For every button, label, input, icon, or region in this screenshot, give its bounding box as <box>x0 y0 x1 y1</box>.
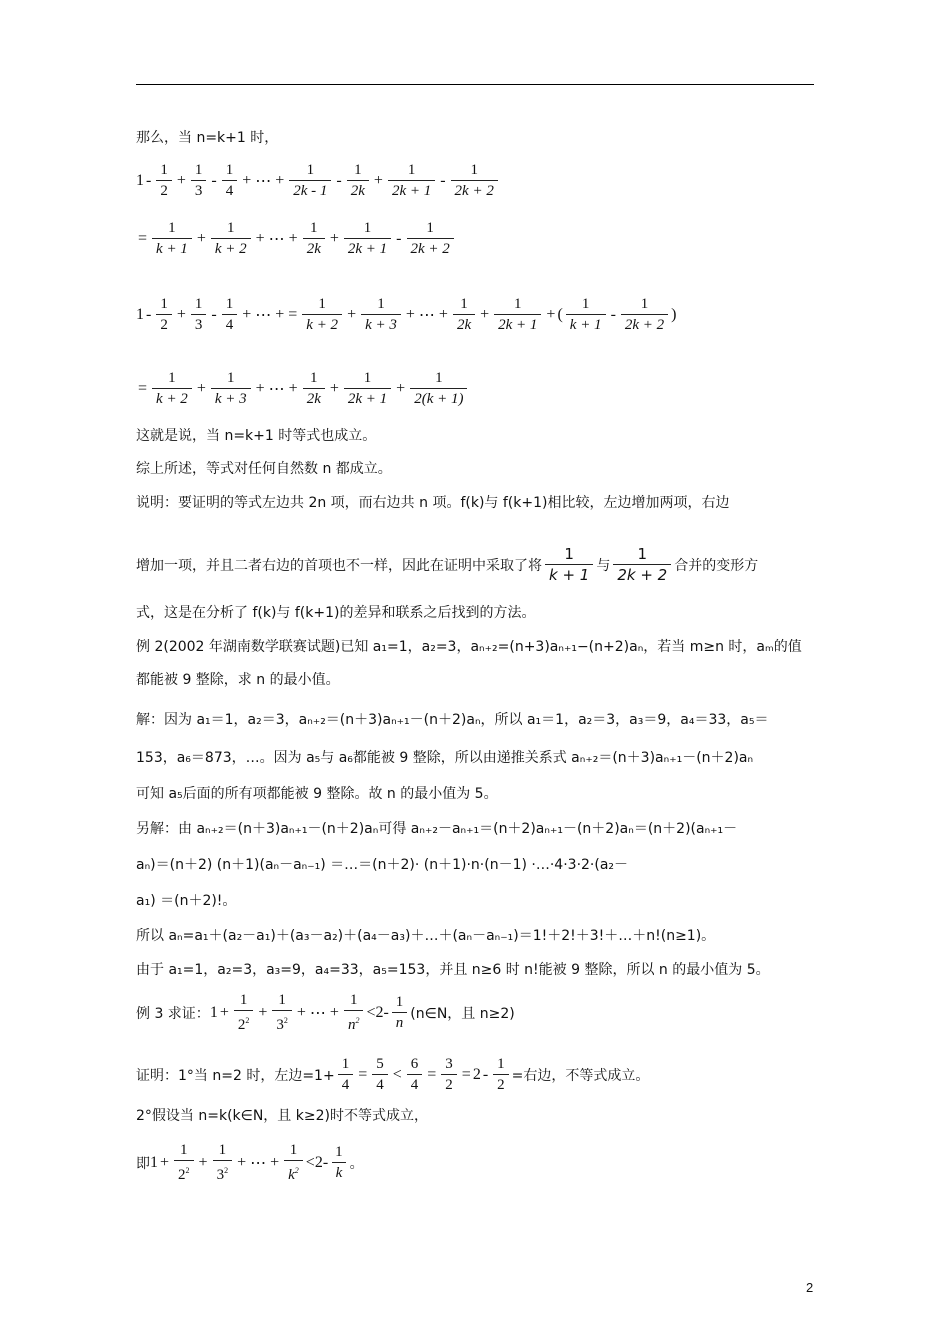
text-line: 这就是说，当 n=k+1 时等式也成立。 <box>136 428 377 444</box>
text-line-with-fractions: 增加一项，并且二者右边的首项也不一样，因此在证明中采取了将 $\frac{1}{k + 1}$ 与 $\frac{1}{2k + 2}$ 合并的变形方 <box>136 545 759 584</box>
fraction: $\frac{1}{2k + 2}$ <box>451 160 498 201</box>
fraction: $\frac{1}{3^2}$ <box>213 1140 233 1185</box>
fraction: $\frac{1}{2k}$ <box>303 368 325 409</box>
fraction: $\frac{1}{4}$ <box>222 294 238 335</box>
fraction: $\frac{1}{2}$ <box>156 294 172 335</box>
fraction: $\frac{1}{k}$ <box>331 1142 347 1183</box>
text-line: 那么，当 n=k+1 时， <box>136 130 279 146</box>
fraction: $\frac{1}{2k + 1}$ <box>344 368 391 409</box>
text-line: 例 2(2002 年湖南数学联赛试题)已知 a₁=1，a₂=3，aₙ₊₂=(n+3)aₙ₊₁−(n+2)aₙ，若当 m≥n 时，aₘ的值 <box>136 639 802 655</box>
fraction: $\frac{1}{2^2}$ <box>234 990 254 1035</box>
text-line: 153，a₆＝873，…。因为 a₅与 a₆都能被 9 整除，所以由递推关系式 aₙ₊₂＝(n＋3)aₙ₊₁－(n＋2)aₙ <box>136 750 754 766</box>
fraction: $\frac{1}{2k - 1}$ <box>289 160 331 201</box>
fraction: $\frac{1}{n^2}$ <box>344 990 364 1035</box>
fraction: $\frac{1}{k + 2}$ <box>152 368 192 409</box>
fraction: $\frac{1}{k^2}$ <box>284 1140 303 1185</box>
fraction: $\frac{1}{3}$ <box>191 294 207 335</box>
equation-line: 1 - $\frac{1}{2}$ + $\frac{1}{3}$ - $\frac{1}{4}$ + ⋯ + $\frac{1}{2k - 1}$ - $\frac{1}{2k}$ + $\frac{1}{2k + 1}$ - $\frac{1}{2k + 2}$ <box>136 160 501 201</box>
equation-line: = $\frac{1}{k + 2}$ + $\frac{1}{k + 3}$ + ⋯ + $\frac{1}{2k}$ + $\frac{1}{2k + 1}$ + $\frac{1}{2(k + 1)}$ <box>136 368 470 409</box>
fraction: $\frac{1}{2k}$ <box>303 218 325 259</box>
text-line: 另解：由 aₙ₊₂＝(n＋3)aₙ₊₁－(n＋2)aₙ可得 aₙ₊₂－aₙ₊₁＝(n＋2)aₙ₊₁－(n＋2)aₙ＝(n＋2)(aₙ₊₁－ <box>136 821 738 837</box>
fraction: $\frac{1}{k + 1}$ <box>152 218 192 259</box>
fraction: $\frac{3}{2}$ <box>441 1054 457 1095</box>
text-line: 解：因为 a₁＝1，a₂＝3，aₙ₊₂＝(n＋3)aₙ₊₁－(n＋2)aₙ，所以 a₁＝1，a₂＝3，a₃＝9，a₄＝33，a₅＝ <box>136 712 769 728</box>
fraction: $\frac{1}{2k + 1}$ <box>344 218 391 259</box>
fraction: $\frac{5}{4}$ <box>372 1054 388 1095</box>
fraction: $\frac{1}{n}$ <box>392 992 408 1033</box>
proof-step-1: 证明：1°当 n=2 时，左边=1+ $\frac{1}{4}$ = $\frac{5}{4}$ < $\frac{6}{4}$ = $\frac{3}{2}$ = 2 - $\frac{1}{2}$ =右边，不等式成立。 <box>136 1056 650 1093</box>
equation-line: 1 - $\frac{1}{2}$ + $\frac{1}{3}$ - $\frac{1}{4}$ + ⋯ + = $\frac{1}{k + 2}$ + $\frac{1}{k + 3}$ + ⋯ + $\frac{1}{2k}$ + $\frac{1}{2k + 1}$ + ( $\frac{1}{k + 1}$ - $\frac{1}{2k + 2}$ ) <box>136 296 677 333</box>
example3-statement: 例 3 求证： 1 + $\frac{1}{2^2}$ + $\frac{1}{3^2}$ + ⋯ + $\frac{1}{n^2}$ <2- $\frac{1}{n}$ (n∈N，且 n≥2) <box>136 992 515 1033</box>
fraction: $\frac{1}{2k}$ <box>347 160 369 201</box>
fraction: $\frac{1}{k + 1}$ <box>545 544 593 585</box>
fraction: $\frac{1}{2(k + 1)}$ <box>410 368 467 409</box>
fraction: $\frac{1}{2}$ <box>156 160 172 201</box>
text-line: a₁) ＝(n＋2)!。 <box>136 893 237 909</box>
fraction: $\frac{1}{2k + 2}$ <box>621 294 668 335</box>
fraction: $\frac{1}{2}$ <box>493 1054 509 1095</box>
equation-line: = $\frac{1}{k + 1}$ + $\frac{1}{k + 2}$ + ⋯ + $\frac{1}{2k}$ + $\frac{1}{2k + 1}$ - $\frac{1}{2k + 2}$ <box>136 218 457 259</box>
header-rule <box>136 84 814 85</box>
text-line: 所以 aₙ=a₁＋(a₂－a₁)＋(a₃－a₂)＋(a₄－a₃)＋…＋(aₙ－aₙ₋₁)＝1!＋2!＋3!＋…＋n!(n≥1)。 <box>136 928 716 944</box>
page-number: 2 <box>806 1280 814 1295</box>
text-line: 综上所述，等式对任何自然数 n 都成立。 <box>136 461 392 477</box>
fraction: $\frac{1}{3^2}$ <box>272 990 292 1035</box>
text-line: 说明：要证明的等式左边共 2n 项，而右边共 n 项。f(k)与 f(k+1)相比较，左边增加两项，右边 <box>136 495 730 511</box>
fraction: $\frac{1}{2k + 2}$ <box>407 218 454 259</box>
text-line: 由于 a₁=1，a₂=3，a₃=9，a₄=33，a₅=153，并且 n≥6 时 n!能被 9 整除，所以 n 的最小值为 5。 <box>136 962 770 978</box>
fraction: $\frac{1}{2k}$ <box>453 294 475 335</box>
fraction: $\frac{1}{k + 3}$ <box>211 368 251 409</box>
fraction: $\frac{1}{2^2}$ <box>174 1140 194 1185</box>
proof-step-2: 即 1 + $\frac{1}{2^2}$ + $\frac{1}{3^2}$ + ⋯ + $\frac{1}{k^2}$ <2- $\frac{1}{k}$ 。 <box>136 1142 364 1183</box>
text-line: 2°假设当 n=k(k∈N，且 k≥2)时不等式成立， <box>136 1108 428 1124</box>
fraction: $\frac{6}{4}$ <box>407 1054 423 1095</box>
fraction: $\frac{1}{k + 2}$ <box>211 218 251 259</box>
fraction: $\frac{1}{k + 3}$ <box>361 294 401 335</box>
text-line: 可知 a₅后面的所有项都能被 9 整除。故 n 的最小值为 5。 <box>136 786 498 802</box>
text-line: aₙ)＝(n＋2) (n＋1)(aₙ－aₙ₋₁) ＝…＝(n＋2)· (n＋1)·n·(n－1) ·…·4·3·2·(a₂－ <box>136 857 629 873</box>
fraction: $\frac{1}{2k + 1}$ <box>494 294 541 335</box>
fraction: $\frac{1}{4}$ <box>338 1054 354 1095</box>
fraction: $\frac{1}{k + 2}$ <box>302 294 342 335</box>
fraction: $\frac{1}{2k + 1}$ <box>388 160 435 201</box>
fraction: $\frac{1}{2k + 2}$ <box>613 544 671 585</box>
text-line: 式，这是在分析了 f(k)与 f(k+1)的差异和联系之后找到的方法。 <box>136 605 536 621</box>
fraction: $\frac{1}{4}$ <box>222 160 238 201</box>
text-line: 都能被 9 整除，求 n 的最小值。 <box>136 672 340 688</box>
fraction: $\frac{1}{k + 1}$ <box>566 294 606 335</box>
fraction: $\frac{1}{3}$ <box>191 160 207 201</box>
